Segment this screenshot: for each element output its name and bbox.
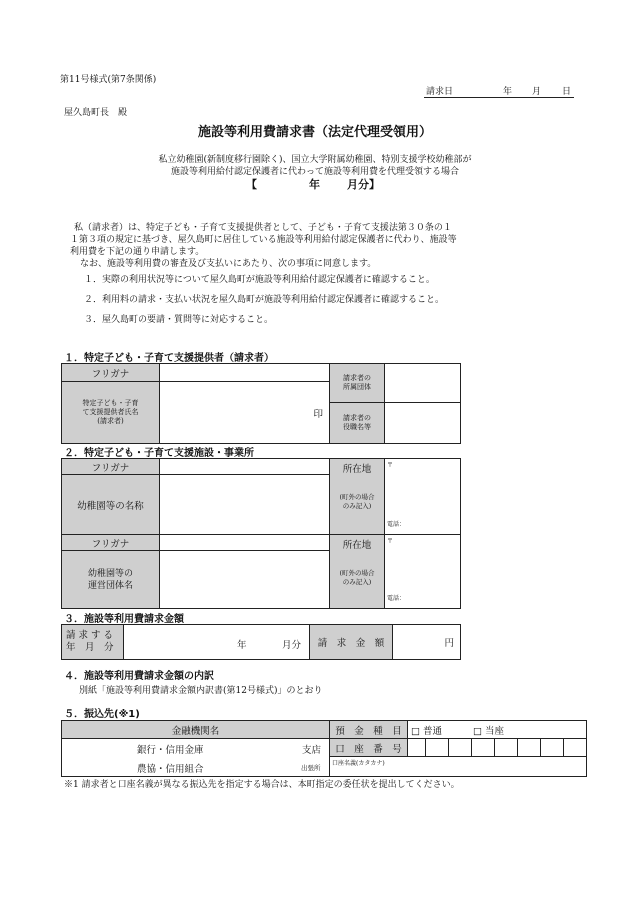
account-digit-7[interactable] — [541, 739, 564, 757]
facility-furigana-field[interactable] — [160, 459, 330, 475]
yen-unit: 円 — [444, 638, 454, 649]
bank-line: 銀行・信用金庫 — [137, 745, 204, 756]
account-digit-5[interactable] — [495, 739, 518, 757]
claim-date-underline — [424, 97, 574, 98]
addressee: 屋久島町長 殿 — [64, 108, 128, 118]
intro-line2: １第３項の規定に基づき、屋久島町に居住している施設等利用給付認定保護者に代わり、施設等 — [70, 235, 457, 245]
facility-name-label: 幼稚園等の名称 — [62, 475, 160, 535]
bank-table — [61, 720, 587, 777]
operator-furigana-label: フリガナ — [62, 535, 160, 551]
operator-name-field[interactable] — [160, 551, 330, 609]
org-field[interactable] — [385, 364, 461, 403]
location-note-1 — [330, 493, 384, 511]
facility-furigana-label: フリガナ — [62, 459, 160, 475]
intro-line1: 私（請求者）は、特定子ども・子育て支援提供者として、子ども・子育て支援法第３０条の１ — [74, 223, 452, 233]
amount-table — [61, 624, 461, 660]
location-label-2 — [330, 535, 385, 609]
facility-table — [61, 458, 461, 609]
provider-label-1: 特定子ども・子育 — [82, 399, 139, 407]
period — [246, 176, 396, 192]
location-note-2a: (町外の場合 — [339, 569, 375, 577]
provider-name-label — [62, 382, 160, 444]
org-label-2: 所属団体 — [343, 383, 371, 391]
section3-heading: ３．施設等利用費請求金額 — [64, 614, 184, 625]
claim-period-field[interactable] — [124, 625, 310, 660]
office-label: 出張所 — [301, 764, 321, 772]
claim-period-year: 年 — [237, 640, 247, 651]
period-month: 月分】 — [347, 178, 380, 191]
postal-mark-2: 〒 — [387, 538, 394, 545]
claim-date-year: 年 — [503, 87, 513, 97]
branch-label: 支店 — [302, 745, 322, 756]
form-number: 第11号様式(第7条関係) — [60, 75, 157, 85]
account-number-label: 口 座 番 号 — [330, 739, 408, 757]
intro-line4: なお、施設等利用費の審査及び支払いにあたり、次の事項に同意します。 — [80, 259, 377, 269]
account-digit-2[interactable] — [426, 739, 449, 757]
consent-item-2: ２．利用料の請求・支払い状況を屋久島町が施設等利用給付認定保護者に確認すること。 — [84, 295, 445, 305]
account-holder-label: 口座名義(カタカナ) — [332, 760, 385, 767]
location-title-2: 所在地 — [342, 540, 372, 551]
operator-label-2: 運営団体名 — [87, 580, 133, 591]
period-open: 【 — [246, 178, 257, 191]
consent-item-3: ３．屋久島町の要請・質問等に対応すること。 — [84, 315, 274, 325]
location-label-1 — [330, 459, 385, 535]
phone-label-2: 電話： — [387, 595, 406, 602]
footnote: ※1 請求者と口座名義が異なる振込先を指定する場合は、本町指定の委任状を提出してください。 — [64, 780, 460, 790]
claim-date-label: 請求日 — [426, 87, 454, 97]
account-digit-3[interactable] — [449, 739, 472, 757]
account-digit-6[interactable] — [518, 739, 541, 757]
section1-heading: １．特定子ども・子育て支援提供者（請求者） — [64, 353, 274, 364]
title-label-1: 請求者の — [343, 414, 371, 422]
consent-item-1: １．実際の利用状況等について屋久島町が施設等利用給付認定保護者に確認すること。 — [84, 275, 435, 285]
location-field-1[interactable] — [385, 459, 461, 535]
location-note-2 — [330, 569, 384, 587]
claim-period-label-1: 請 求 す る — [66, 630, 114, 641]
phone-label-1: 電話： — [387, 521, 406, 528]
account-digit-1[interactable] — [408, 739, 426, 757]
section4-heading: ４．施設等利用費請求金額の内訳 — [64, 671, 214, 682]
section2-heading: ２．特定子ども・子育て支援施設・事業所 — [64, 448, 254, 459]
provider-label-2: て支援提供者氏名 — [82, 408, 139, 416]
bank-header: 金融機関名 — [62, 721, 330, 739]
provider-furigana-field[interactable] — [160, 364, 330, 382]
claim-period-label — [62, 625, 124, 660]
operator-label-1: 幼稚園等の — [87, 568, 133, 579]
title-field[interactable] — [385, 403, 461, 444]
account-holder-field[interactable] — [330, 757, 587, 777]
location-note-2b: のみ記入) — [342, 578, 372, 586]
location-title-1: 所在地 — [342, 464, 372, 475]
seal-mark: 印 — [313, 408, 323, 420]
title-label-2: 役職名等 — [343, 423, 371, 431]
org-label — [330, 364, 385, 403]
location-note-1a: (町外の場合 — [339, 493, 375, 501]
operator-name-label — [62, 551, 160, 609]
claim-period-month: 月分 — [282, 640, 302, 651]
location-note-1b: のみ記入) — [342, 502, 372, 510]
subtitle-line1: 私立幼稚園(新制度移行園除く)、国立大学附属幼稚園、特別支援学校幼稚部が — [158, 155, 472, 165]
operator-furigana-field[interactable] — [160, 535, 330, 551]
claim-amount-label: 請 求 金 額 — [310, 625, 393, 660]
org-label-1: 請求者の — [343, 374, 371, 382]
deposit-type-current[interactable]: □ 当座 — [473, 725, 505, 737]
claim-date-day: 日 — [562, 87, 572, 97]
claim-period-label-2: 年 月 分 — [66, 642, 114, 653]
intro-line3: 利用費を下記の通り申請します。 — [70, 247, 205, 257]
account-digit-4[interactable] — [472, 739, 495, 757]
provider-label-3: (請求者) — [97, 417, 124, 425]
deposit-type-label: 預 金 種 目 — [330, 721, 408, 739]
account-digit-8[interactable] — [564, 739, 587, 757]
claim-date-month: 月 — [532, 87, 542, 97]
provider-furigana-label: フリガナ — [62, 364, 160, 382]
subtitle-line2: 施設等利用給付認定保護者に代わって施設等利用費を代理受領する場合 — [171, 167, 459, 177]
section5-heading: ５．振込先(※1) — [64, 709, 140, 720]
postal-mark-1: 〒 — [387, 462, 394, 469]
breakdown-text: 別紙「施設等利用費請求金額内訳書(第12号様式)」のとおり — [79, 686, 323, 696]
facility-name-field[interactable] — [160, 475, 330, 535]
agri-line: 農協・信用組合 — [137, 764, 204, 775]
page-title: 施設等利用費請求書（法定代理受領用） — [197, 125, 432, 140]
claim-amount-field[interactable] — [393, 625, 461, 660]
title-label — [330, 403, 385, 444]
bank-name-field[interactable] — [62, 739, 330, 777]
location-field-2[interactable] — [385, 535, 461, 609]
claim-date — [426, 84, 574, 97]
provider-table — [61, 363, 461, 444]
period-year: 年 — [309, 178, 320, 191]
deposit-type-ordinary[interactable]: □ 普通 — [411, 725, 442, 737]
provider-name-field[interactable] — [160, 382, 330, 444]
deposit-type-options[interactable] — [408, 721, 587, 739]
